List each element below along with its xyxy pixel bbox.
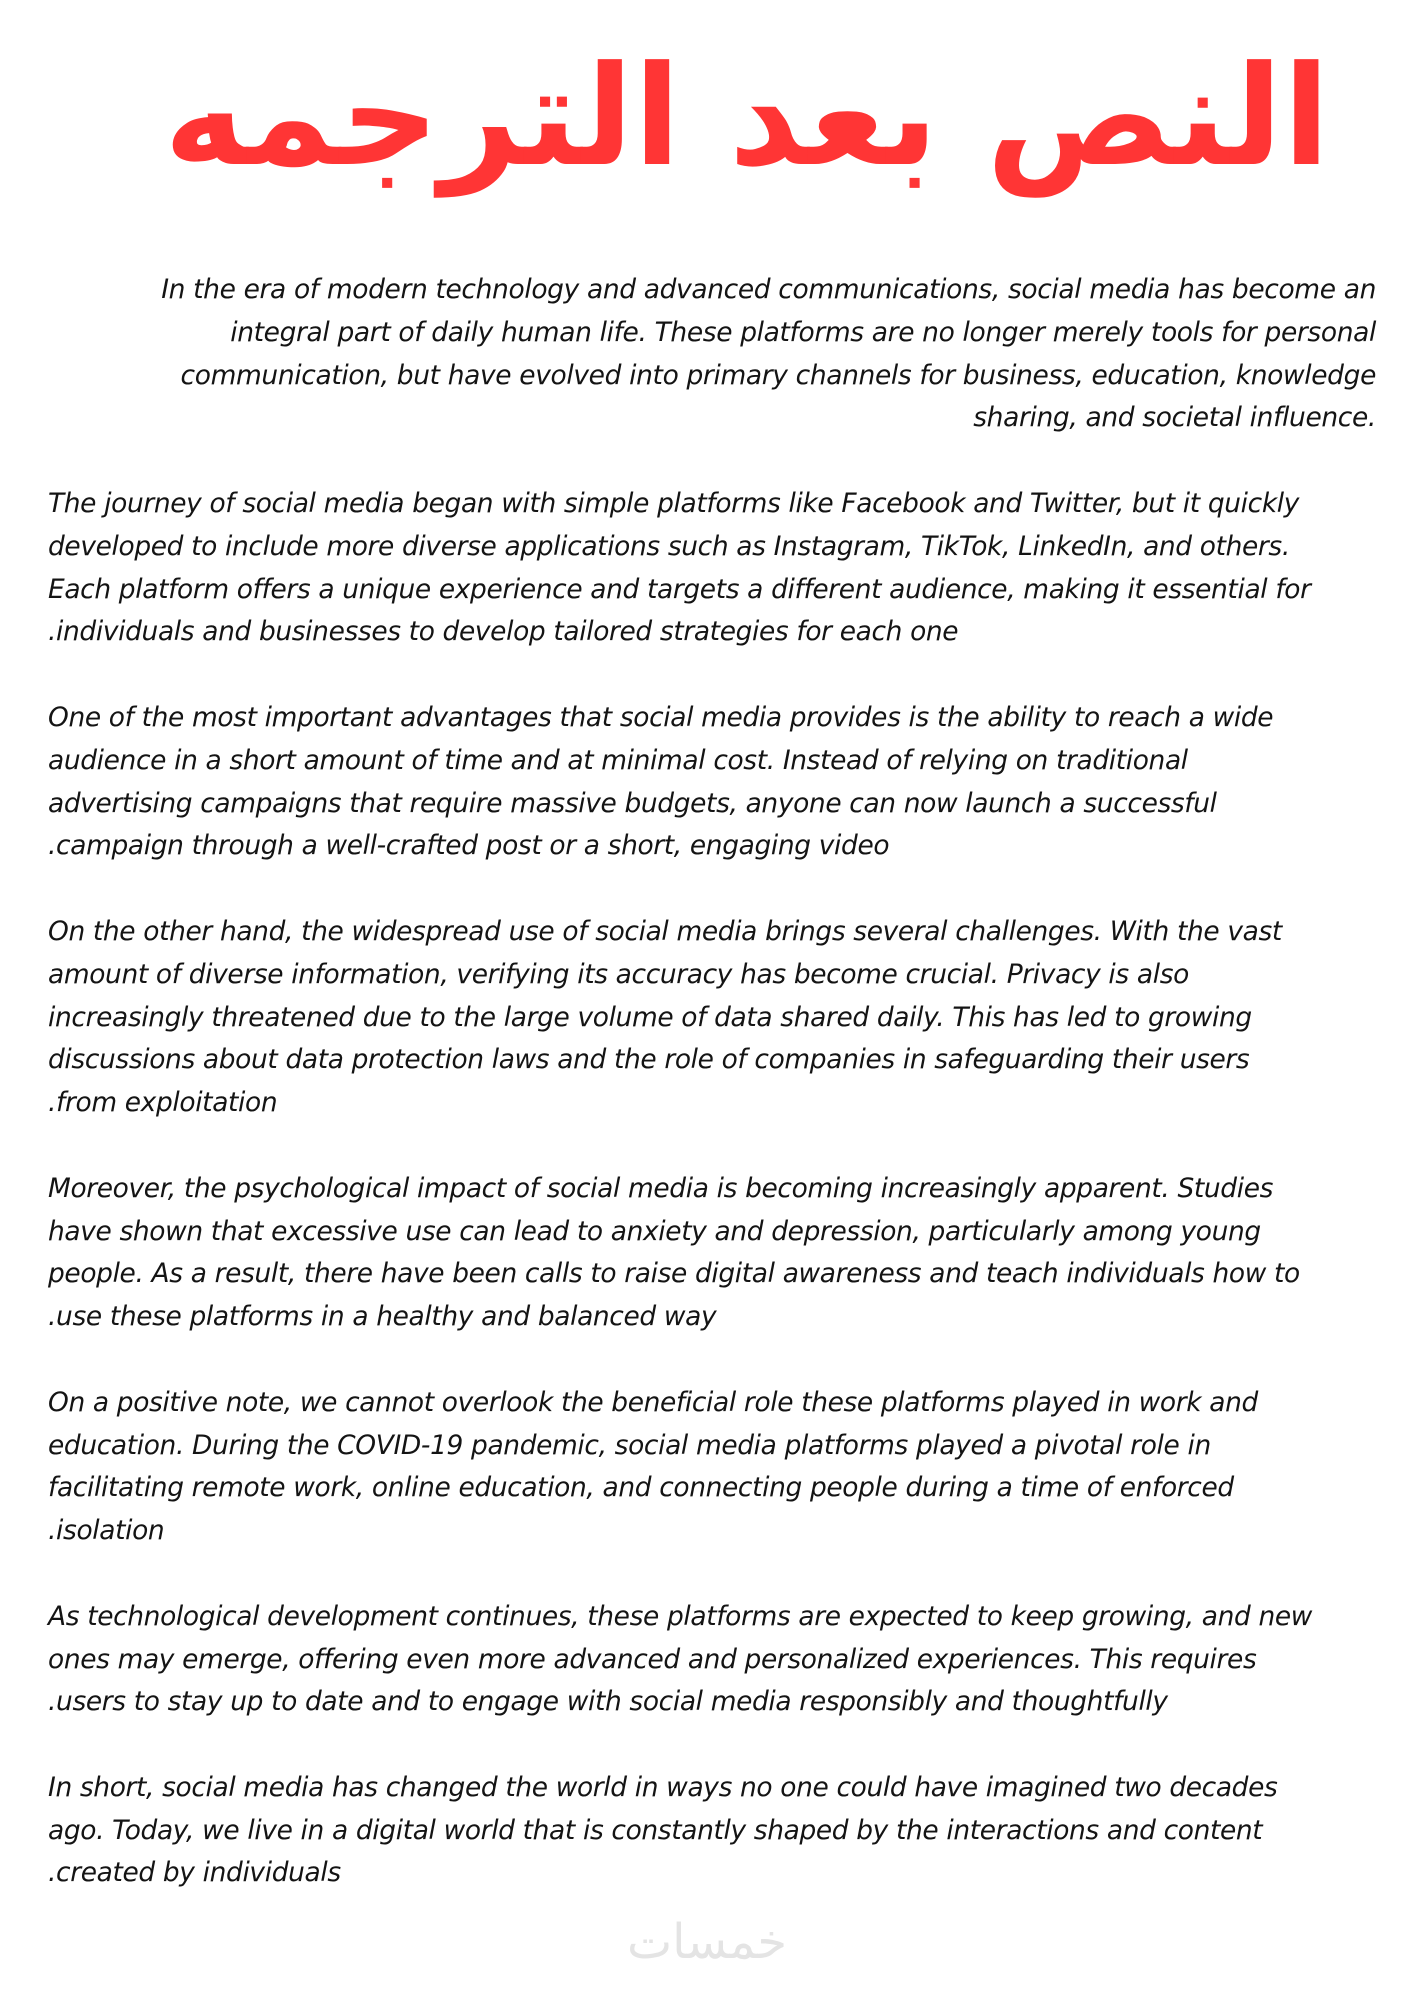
text-line: integral part of daily human life. These platforms are no longer merely tools for personal [230,316,1377,348]
text-line: .from exploitation [48,1087,278,1119]
text-line: ago. Today, we live in a digital world that is constantly shaped by the interactions and content [48,1814,1263,1846]
text-line: amount of diverse information, verifying its accuracy has become crucial. Privacy is also [48,958,1189,990]
text-line: developed to include more diverse applications such as Instagram, TikTok, LinkedIn, and others. [48,530,1290,562]
text-line: have shown that excessive use can lead to anxiety and depression, particularly among young [48,1215,1261,1247]
text-line: .created by individuals [48,1857,341,1889]
paragraph-intro [48,269,1378,440]
text-line: On the other hand, the widespread use of social media brings several challenges. With the vast [48,915,1282,947]
text-line: In the era of modern technology and advanced communications, social media has become an [161,274,1377,305]
text-line: .users to stay up to date and to engage with social media responsibly and thoughtfully [48,1686,1168,1718]
text-line: increasingly threatened due to the large volume of data shared daily. This has led to growing [48,1001,1252,1033]
text-line: ones may emerge, offering even more advanced and personalized experiences. This requires [48,1643,1257,1675]
text-line: facilitating remote work, online education, and connecting people during a time of enforced [48,1472,1234,1504]
text-line: As technological development continues, these platforms are expected to keep growing, and new [48,1600,1313,1632]
text-line: Moreover, the psychological impact of social media is becoming increasingly apparent. Studies [48,1172,1274,1204]
page-title: النص بعد الترجمه [163,36,1330,197]
text-line: .campaign through a well-crafted post or a short, engaging video [48,830,890,862]
text-line: communication, but have evolved into primary channels for business, education, knowledge [180,359,1377,391]
paragraph-challenges [48,911,1378,1125]
text-line: .individuals and businesses to develop tailored strategies for each one [48,616,959,648]
paragraph-psychological-impact [48,1168,1378,1339]
paragraph-conclusion [48,1767,1378,1895]
text-line: people. As a result, there have been calls to raise digital awareness and teach individuals how to [48,1258,1300,1290]
text-line: The journey of social media began with simple platforms like Facebook and Twitter, but it quickly [48,487,1300,519]
khamsat-watermark-logo: خمسات [626,1914,788,1970]
text-line: advertising campaigns that require massive budgets, anyone can now launch a successful [48,787,1217,819]
paragraph-positive-role [48,1382,1378,1553]
text-line: One of the most important advantages that social media provides is the ability to reach a wide [48,701,1274,733]
text-line: Each platform offers a unique experience and targets a different audience, making it essential for [48,573,1311,605]
text-line: In short, social media has changed the world in ways no one could have imagined two decades [48,1771,1278,1803]
paragraph-history [48,483,1378,654]
text-line: .isolation [48,1515,165,1547]
text-line: .use these platforms in a healthy and balanced way [48,1301,717,1333]
text-line: On a positive note, we cannot overlook the beneficial role these platforms played in work and [48,1386,1258,1418]
text-line: education. During the COVID-19 pandemic, social media platforms played a pivotal role in [48,1429,1211,1461]
document-body [48,269,1378,1938]
paragraph-advantages [48,697,1378,868]
text-line: audience in a short amount of time and at minimal cost. Instead of relying on traditional [48,744,1188,776]
text-line: discussions about data protection laws and the role of companies in safeguarding their users [48,1044,1250,1076]
text-line: sharing, and societal influence. [973,402,1376,434]
paragraph-future [48,1596,1378,1724]
